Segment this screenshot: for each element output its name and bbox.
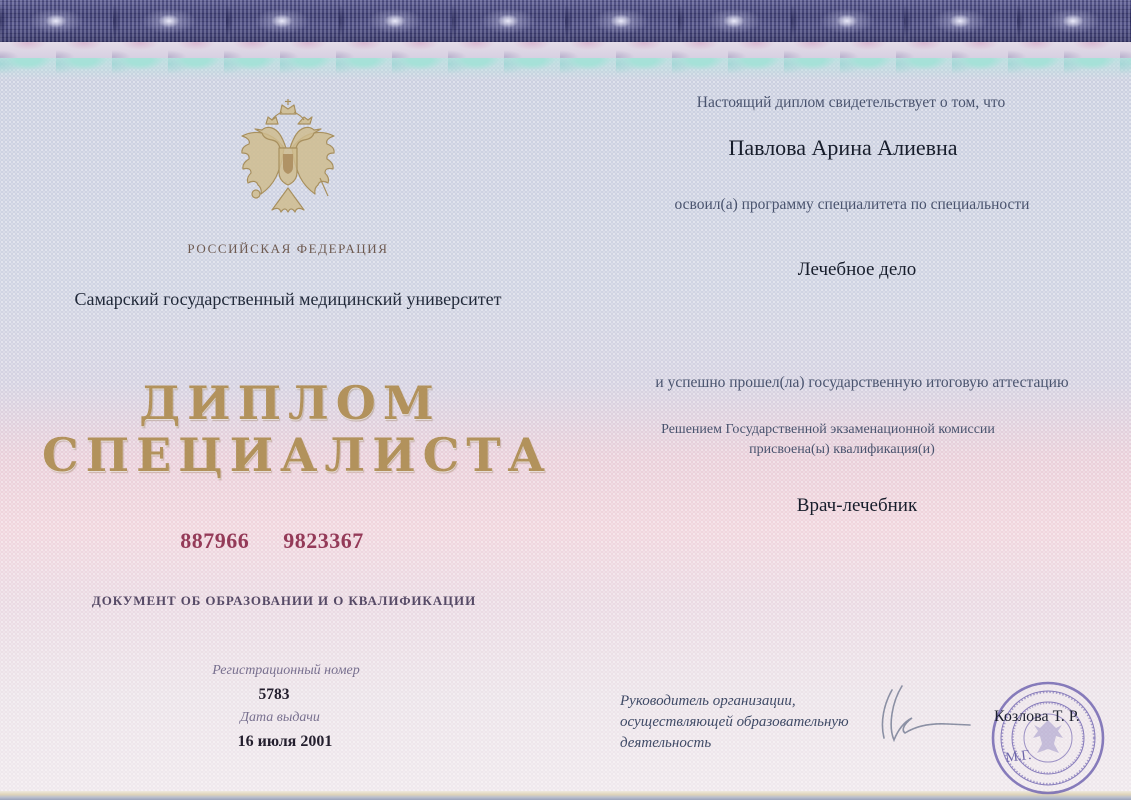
specialty-name: Лечебное дело: [797, 259, 917, 280]
diploma-title-line2: СПЕЦИАЛИСТА: [42, 428, 552, 482]
commission-line1: Решением Государственной экзаменационной комиссии: [661, 422, 995, 437]
holder-name: Павлова Арина Алиевна: [728, 135, 958, 160]
registration-number-value: 5783: [258, 686, 290, 703]
diploma-title-line1: ДИПЛОМ: [139, 376, 441, 430]
stamp-text: М.Г.: [1004, 747, 1033, 766]
country-heading: РОССИЙСКАЯ ФЕДЕРАЦИЯ: [187, 241, 389, 256]
program-line: освоил(а) программу специалитета по специальности: [674, 196, 1030, 213]
signature: [858, 680, 976, 752]
head-of-organization-label: [620, 691, 849, 754]
sheet-bottom-edge: [0, 791, 1131, 800]
head-of-organization-name: Козлова Т. Р.: [994, 708, 1080, 725]
guilloche-top-band: [0, 0, 1131, 42]
series-number: 887966: [180, 528, 250, 553]
head-label-line2: осуществляющей образовательную: [620, 714, 849, 730]
guilloche-teal-band: [0, 58, 1131, 80]
attestation-line: и успешно прошел(ла) государственную итоговую аттестацию: [655, 374, 1069, 391]
issue-date-value: 16 июля 2001: [237, 733, 333, 750]
university-name: Самарский государственный медицинский университет: [74, 289, 502, 309]
qualification-name: Врач-лечебник: [796, 495, 918, 516]
certifies-line: Настоящий диплом свидетельствует о том, что: [696, 94, 1006, 111]
diploma-series-numbers: [163, 528, 381, 554]
head-label-line3: деятельность: [620, 735, 712, 751]
russia-coat-of-arms-eagle-icon: [232, 96, 344, 228]
document-type-line: ДОКУМЕНТ ОБ ОБРАЗОВАНИИ И О КВАЛИФИКАЦИИ: [91, 593, 477, 608]
issue-date-label: Дата выдачи: [240, 710, 320, 725]
guilloche-wave-band: [0, 42, 1131, 58]
university-stamp-seal: [988, 678, 1108, 798]
blank-number: 9823367: [283, 528, 364, 553]
commission-line2: присвоена(ы) квалификация(и): [749, 442, 935, 457]
registration-number-label: Регистрационный номер: [212, 663, 360, 678]
head-label-line1: Руководитель организации,: [620, 693, 796, 709]
